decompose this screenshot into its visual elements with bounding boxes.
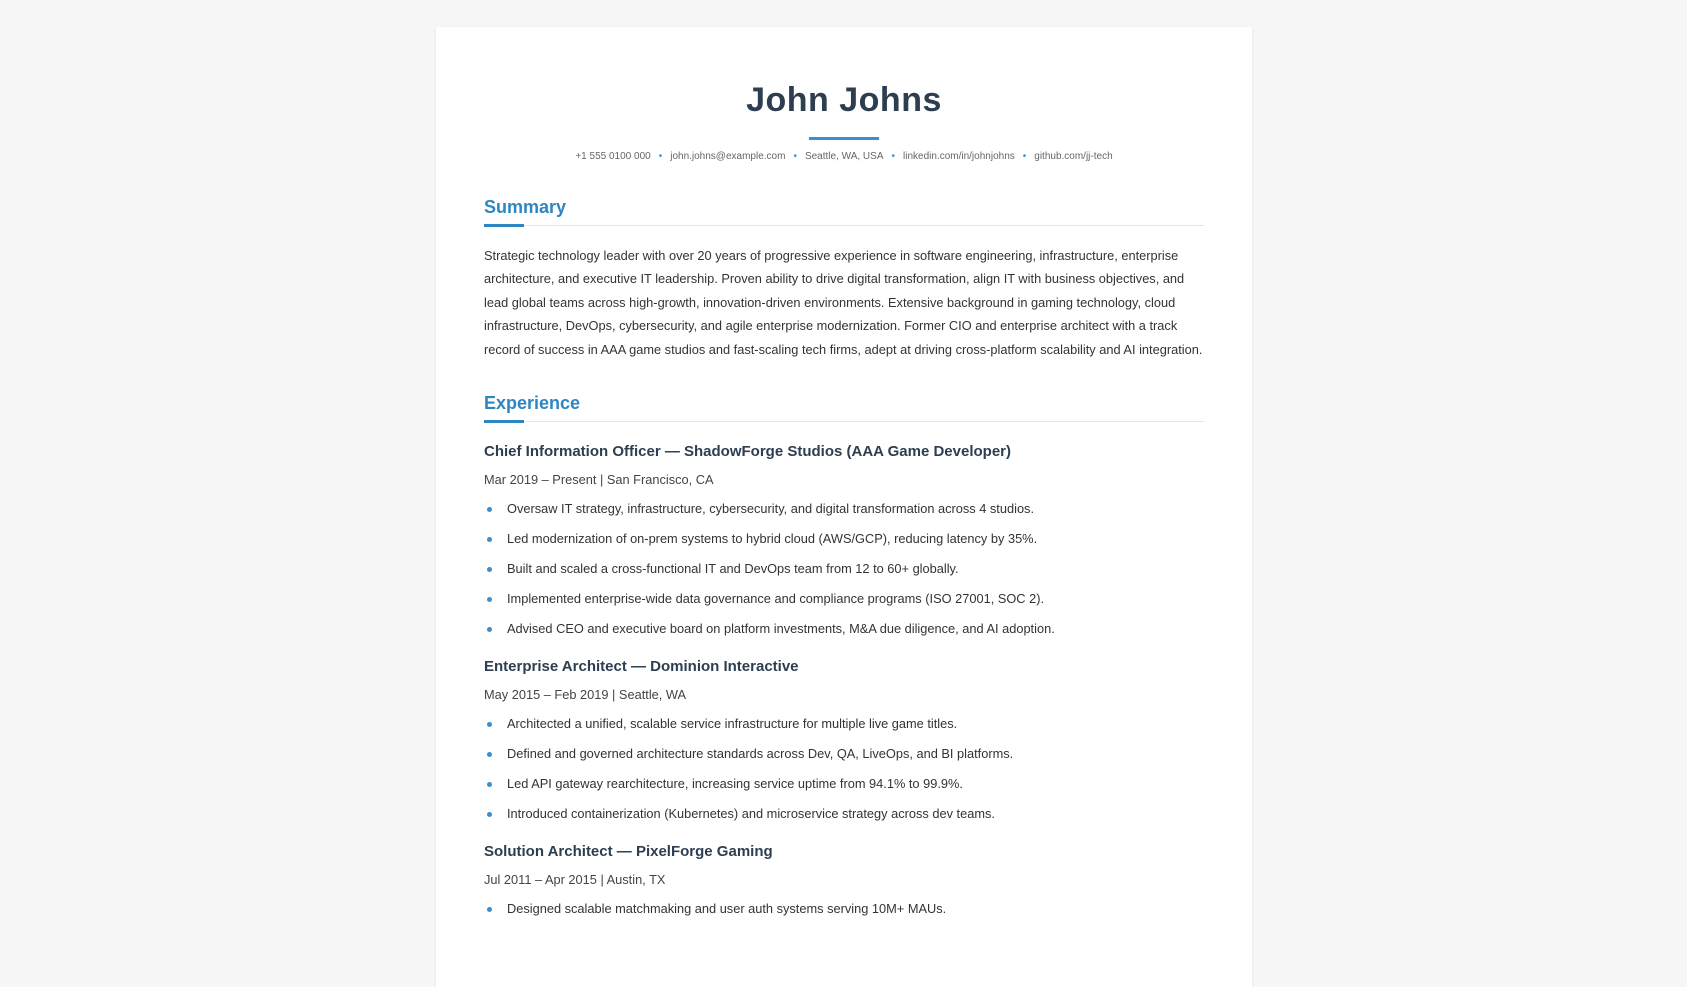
contact-phone: +1 555 0100 000 [575,151,651,162]
bullet-text: Led API gateway rearchitecture, increasing service uptime from 94.1% to 99.9%. [507,776,963,792]
bullet-dot [487,507,492,512]
job-bullet [484,799,1204,829]
contact-location: Seattle, WA, USA [804,151,884,162]
job-title: Solution Architect — PixelForge Gaming [484,843,773,861]
job-bullets [484,494,1204,644]
contact-separator: • [793,151,797,162]
bullet-text: Introduced containerization (Kubernetes) and microservice strategy across dev teams. [507,806,995,822]
bullet-dot [487,537,492,542]
bullet-text: Designed scalable matchmaking and user auth systems serving 10M+ MAUs. [507,901,947,917]
job-dates-location: May 2015 – Feb 2019 | Seattle, WA [484,687,687,703]
job-dates-location: Jul 2011 – Apr 2015 | Austin, TX [484,872,666,888]
experience-section [484,394,1204,924]
bullet-text: Implemented enterprise-wide data governance and compliance programs (ISO 27001, SOC 2). [507,591,1045,607]
bullet-text: Led modernization of on-prem systems to hybrid cloud (AWS/GCP), reducing latency by 35%. [507,531,1038,547]
contact-separator: • [891,151,896,162]
bullet-text: Defined and governed architecture standards across Dev, QA, LiveOps, and BI platforms. [507,746,1014,762]
section-divider [484,421,1204,422]
bullet-text: Built and scaled a cross-functional IT and DevOps team from 12 to 60+ globally. [507,561,959,577]
job-bullet [484,524,1204,554]
job-title: Enterprise Architect — Dominion Interactive [484,658,799,676]
resume-page [436,27,1252,987]
contact-line [484,151,1204,162]
job-bullet [484,894,1204,924]
job-bullet [484,709,1204,739]
job-bullets [484,709,1204,829]
candidate-name: John Johns [746,81,942,119]
experience-heading: Experience [484,393,581,414]
job-bullet [484,739,1204,769]
job-bullet [484,769,1204,799]
summary-section [484,198,1204,361]
job-dates-location: Mar 2019 – Present | San Francisco, CA [484,472,714,488]
job-title: Chief Information Officer — ShadowForge Studios (AAA Game Developer) [484,443,1011,461]
bullet-text: Advised CEO and executive board on platform investments, M&A due diligence, and AI adoption. [507,621,1055,637]
contact-github[interactable]: github.com/jj-tech [1034,151,1113,162]
section-divider [484,225,1204,226]
bullet-dot [487,907,492,912]
job-bullet [484,614,1204,644]
job-bullet [484,584,1204,614]
job-bullet [484,494,1204,524]
job-entry [484,443,1204,644]
summary-heading: Summary [484,197,567,217]
resume-header [484,27,1204,162]
bullet-text: Architected a unified, scalable service infrastructure for multiple live game titles. [507,716,958,732]
job-entry [484,658,1204,829]
name-underline [809,137,879,140]
contact-separator: • [1022,151,1027,162]
job-bullets [484,894,1204,924]
contact-separator: • [658,151,663,162]
bullet-dot [487,627,492,632]
bullet-dot [487,812,492,817]
summary-text: Strategic technology leader with over 20 years of progressive experience in software engineering, infrastructure, enterprise architecture, and executive IT leadership. Proven ability to drive digital transformation, align IT with business objectives, and lead global teams across high-growth, innovation-driven environments. Extensive background in gaming technology, cloud infrastructure, DevOps, cybersecurity, and agile enterprise modernization. Former CIO and enterprise architect with a track record of success in AAA game studios and fast-scaling tech firms, adept at driving cross-platform scalability and AI integration. [484,248,1203,357]
contact-linkedin[interactable]: linkedin.com/in/johnjohns [903,151,1015,162]
job-bullet [484,554,1204,584]
bullet-dot [487,752,492,757]
bullet-dot [487,567,492,572]
bullet-dot [487,782,492,787]
contact-email[interactable]: john.johns@example.com [670,151,786,162]
job-entry [484,843,1204,924]
bullet-dot [487,597,492,602]
bullet-text: Oversaw IT strategy, infrastructure, cybersecurity, and digital transformation across 4 studios. [507,501,1035,517]
bullet-dot [487,722,492,727]
